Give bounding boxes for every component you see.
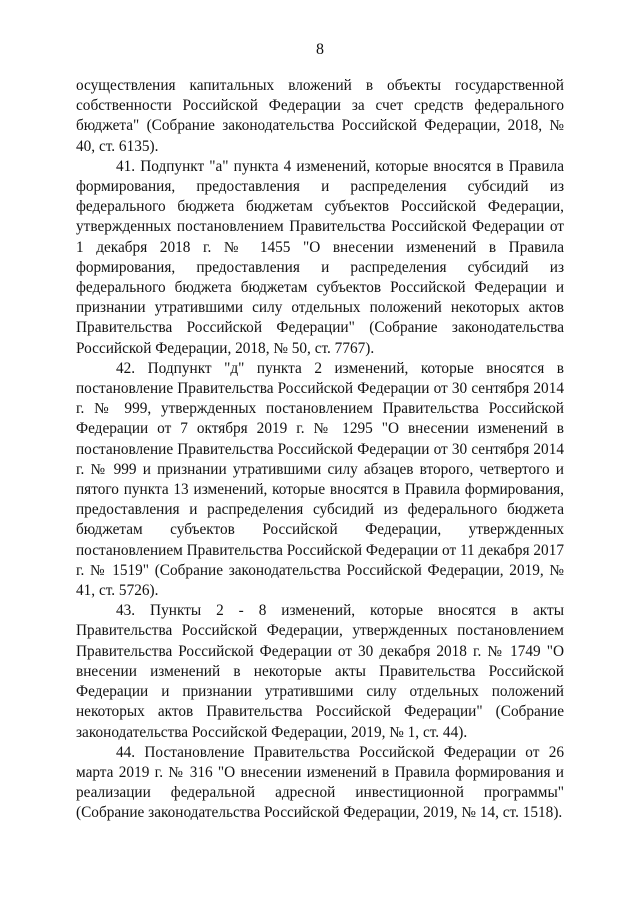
page-number: 8 xyxy=(316,41,324,58)
paragraph-item-42: 42. Подпункт "д" пункта 2 изменений, которые вносятся в постановление Правительства Российской Федерации от 30 сентября 2014 г. № 999, утвержденных постановлением Правительства Российской Федерации от 7 октября 2019 г. № 1295 "О внесении изменений в постановление Правительства Российской Федерации от 30 сентября 2014 г. № 999 и признании утратившими силу абзацев второго, четвертого и пятого пункта 13 изменений, которые вносятся в Правила формирования, предоставления и распределения субсидий из федерального бюджета бюджетам субъектов Российской Федерации, утвержденных постановлением Правительства Российской Федерации от 11 декабря 2017 г. № 1519" (Собрание законодательства Российской Федерации, 2019, № 41, ст. 5726). xyxy=(76,359,564,600)
paragraph-continuation: осуществления капитальных вложений в объекты государственной собственности Российской Федерации за счет средств федерального бюджета" (Собрание законодательства Российской Федерации, 2018, № 40, ст. 6135). xyxy=(76,77,564,155)
paragraph-item-44: 44. Постановление Правительства Российской Федерации от 26 марта 2019 г. № 316 "О внесении изменений в Правила формирования и реализации федеральной адресной инвестиционной программы" (Собрание законодательства Российской Федерации, 2019, № 14, ст. 1518). xyxy=(76,743,564,822)
paragraph-item-43: 43. Пункты 2 - 8 изменений, которые вносятся в акты Правительства Российской Федерации, утвержденных постановлением Правительства Российской Федерации от 30 декабря 2018 г. № 1749 "О внесении изменений в некоторые акты Правительства Российской Федерации и признании утратившими силу отдельных положений некоторых актов Правительства Российской Федерации" (Собрание законодательства Российской Федерации, 2019, № 1, ст. 44). xyxy=(76,602,564,741)
document-body xyxy=(76,76,564,824)
paragraph-item-41: 41. Подпункт "а" пункта 4 изменений, которые вносятся в Правила формирования, предоставления и распределения субсидий из федерального бюджета бюджетам субъектов Российской Федерации, утвержденных постановлением Правительства Российской Федерации от 1 декабря 2018 г. № 1455 "О внесении изменений в Правила формирования, предоставления и распределения субсидий из федерального бюджета бюджетам субъектов Российской Федерации и признании утратившими силу отдельных положений некоторых актов Правительства Российской Федерации" (Собрание законодательства Российской Федерации, 2018, № 50, ст. 7767). xyxy=(76,157,564,357)
